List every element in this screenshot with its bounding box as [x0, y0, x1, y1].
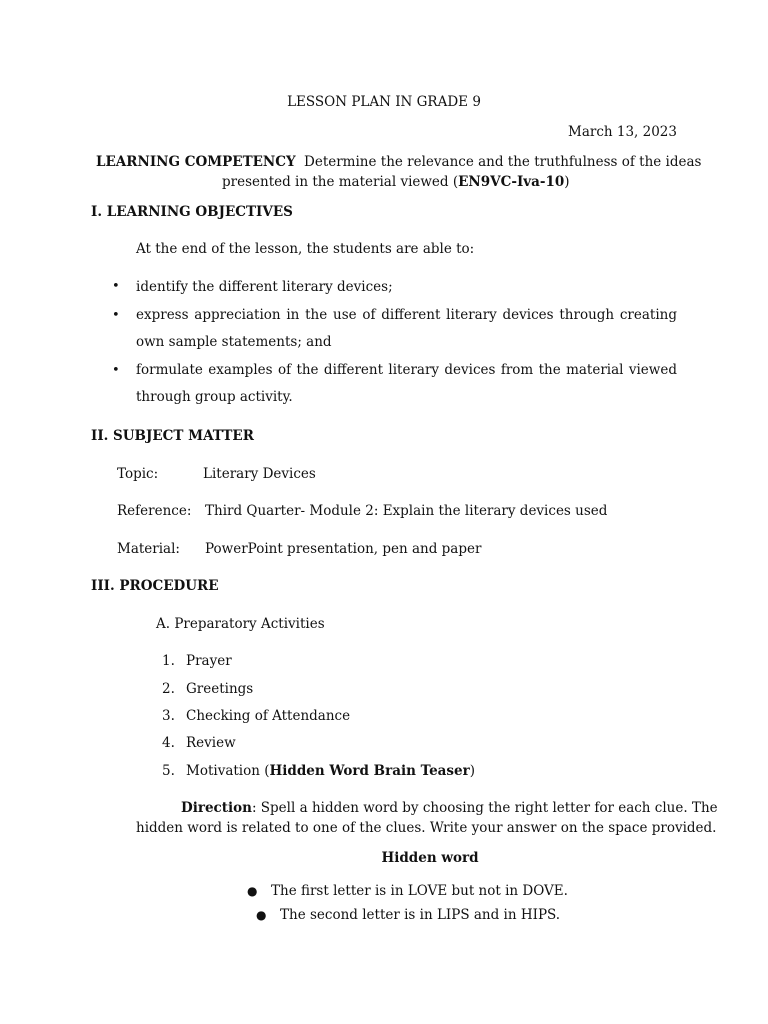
preparatory-activities-heading: A. Preparatory Activities: [156, 616, 325, 632]
topic-value: Literary Devices: [203, 466, 316, 482]
direction-text: : Spell a hidden word by choosing the right letter for each clue. The: [251, 800, 718, 816]
topic-label: Topic:: [117, 466, 159, 482]
reference-label: Reference:: [117, 503, 192, 519]
step-greetings: Greetings: [186, 681, 254, 697]
objectives-heading: I. LEARNING OBJECTIVES: [91, 204, 293, 220]
motivation-activity-name: Hidden Word Brain Teaser: [269, 763, 470, 779]
material-label: Material:: [117, 541, 180, 557]
competency-label: LEARNING COMPETENCY: [96, 154, 296, 170]
step-prayer: Prayer: [186, 653, 232, 669]
material-value: PowerPoint presentation, pen and paper: [205, 541, 482, 557]
reference-value: Third Quarter- Module 2: Explain the literary devices used: [205, 503, 608, 519]
step-number: 4.: [162, 735, 175, 751]
step-number: 1.: [162, 653, 175, 669]
objective-item-1: identify the different literary devices;: [136, 279, 393, 295]
clue-2: The second letter is in LIPS and in HIPS.: [280, 907, 561, 923]
direction-line2: hidden word is related to one of the clues. Write your answer on the space provided.: [136, 820, 717, 836]
objective-item-2: express appreciation in the use of different literary devices through creating own sample statements; and: [136, 307, 677, 350]
bullet-icon: •: [112, 363, 120, 378]
objectives-intro: At the end of the lesson, the students are able to:: [136, 241, 475, 257]
step-attendance: Checking of Attendance: [186, 708, 351, 724]
procedure-heading: III. PROCEDURE: [91, 578, 219, 594]
subject-matter-heading: II. SUBJECT MATTER: [91, 428, 254, 444]
dot-icon: ●: [247, 884, 258, 898]
step-number: 2.: [162, 681, 175, 697]
competency-text-line2: [222, 172, 570, 192]
competency-text-line2-post: ): [564, 174, 570, 190]
step-review: Review: [186, 735, 236, 751]
motivation-text-post: ): [469, 763, 476, 779]
step-number: 5.: [162, 763, 175, 779]
clue-1: The first letter is in LOVE but not in DOVE.: [271, 883, 568, 899]
motivation-text: Motivation (: [186, 763, 270, 779]
competency-code: EN9VC-Iva-10: [458, 174, 565, 190]
direction-line1: [181, 798, 718, 818]
competency-text-line2-pre: presented in the material viewed (: [222, 174, 459, 190]
hidden-word-heading: Hidden word: [381, 850, 479, 866]
lesson-date: March 13, 2023: [568, 124, 677, 140]
objective-item-3: formulate examples of the different literary devices from the material viewed through group activity.: [136, 362, 677, 405]
dot-icon: ●: [256, 908, 267, 922]
step-motivation: [186, 761, 475, 781]
page-title: LESSON PLAN IN GRADE 9: [287, 94, 481, 110]
bullet-icon: •: [112, 308, 120, 323]
bullet-icon: •: [112, 279, 120, 294]
competency-text-line1: Determine the relevance and the truthfulness of the ideas: [304, 154, 702, 170]
step-number: 3.: [162, 708, 175, 724]
direction-label: Direction: [181, 800, 252, 816]
